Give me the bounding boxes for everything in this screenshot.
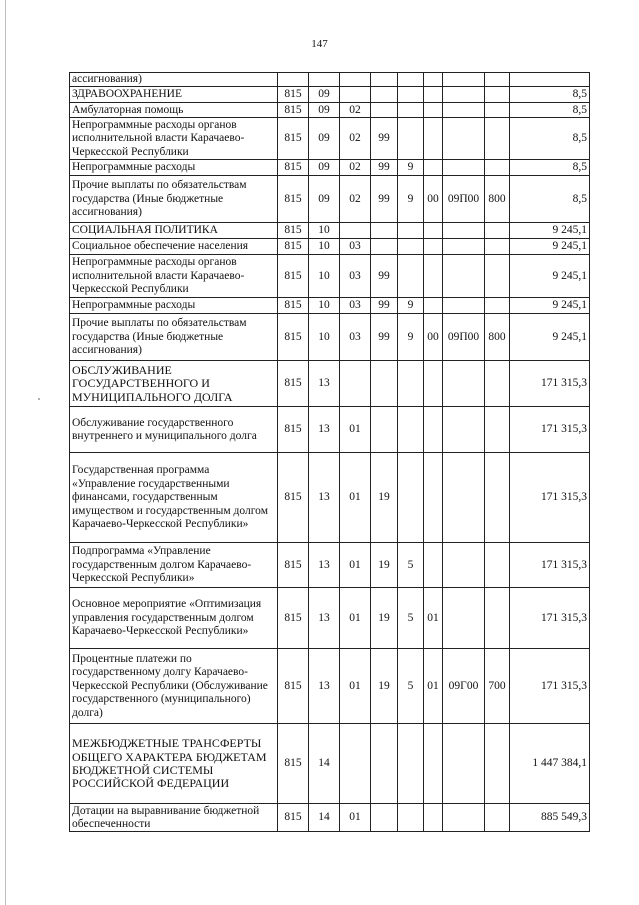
program-code-cell: 99	[371, 298, 398, 314]
program-code-cell	[371, 361, 398, 407]
activity-code-cell	[424, 407, 443, 453]
section-code-cell: 14	[309, 804, 340, 832]
grbs-code-cell	[278, 73, 309, 87]
table-row	[70, 255, 590, 298]
subprogram-code-cell: 5	[398, 588, 424, 649]
activity-code-cell	[424, 543, 443, 588]
amount-cell	[510, 73, 590, 87]
subsection-code-cell: 03	[340, 298, 371, 314]
amount-cell: 9 245,1	[510, 239, 590, 255]
row-name-cell: ОБСЛУЖИВАНИЕ ГОСУДАРСТВЕННОГО И МУНИЦИПАЛЬНОГО ДОЛГА	[70, 361, 278, 407]
program-code-cell	[371, 223, 398, 239]
program-code-cell	[371, 804, 398, 832]
activity-code-cell	[424, 239, 443, 255]
program-code-cell: 99	[371, 160, 398, 176]
section-code-cell: 09	[309, 87, 340, 103]
direction-code-cell	[443, 223, 485, 239]
grbs-code-cell: 815	[278, 543, 309, 588]
subprogram-code-cell	[398, 724, 424, 804]
amount-cell: 8,5	[510, 160, 590, 176]
subprogram-code-cell	[398, 73, 424, 87]
direction-code-cell	[443, 453, 485, 543]
expense-type-code-cell	[485, 453, 510, 543]
amount-cell: 9 245,1	[510, 298, 590, 314]
amount-cell: 171 315,3	[510, 649, 590, 724]
program-code-cell: 99	[371, 314, 398, 361]
section-code-cell: 09	[309, 176, 340, 223]
table-row	[70, 298, 590, 314]
direction-code-cell	[443, 255, 485, 298]
amount-cell: 885 549,3	[510, 804, 590, 832]
direction-code-cell	[443, 804, 485, 832]
expense-type-code-cell	[485, 724, 510, 804]
subsection-code-cell: 03	[340, 314, 371, 361]
amount-cell: 8,5	[510, 87, 590, 103]
direction-code-cell	[443, 543, 485, 588]
expense-type-code-cell	[485, 73, 510, 87]
direction-code-cell	[443, 588, 485, 649]
subsection-code-cell: 03	[340, 255, 371, 298]
subprogram-code-cell: 9	[398, 314, 424, 361]
table-row	[70, 724, 590, 804]
subprogram-code-cell	[398, 87, 424, 103]
row-name-cell: Непрограммные расходы	[70, 160, 278, 176]
section-code-cell: 13	[309, 361, 340, 407]
expense-type-code-cell	[485, 255, 510, 298]
section-code-cell: 09	[309, 118, 340, 160]
amount-cell: 171 315,3	[510, 453, 590, 543]
direction-code-cell: 09Г00	[443, 649, 485, 724]
row-name-cell: СОЦИАЛЬНАЯ ПОЛИТИКА	[70, 223, 278, 239]
table-row	[70, 543, 590, 588]
subprogram-code-cell	[398, 103, 424, 118]
section-code-cell: 13	[309, 407, 340, 453]
program-code-cell	[371, 87, 398, 103]
row-name-cell: МЕЖБЮДЖЕТНЫЕ ТРАНСФЕРТЫ ОБЩЕГО ХАРАКТЕРА БЮДЖЕТАМ БЮДЖЕТНОЙ СИСТЕМЫ РОССИЙСКОЙ ФЕДЕРАЦИИ	[70, 724, 278, 804]
row-name-cell: ЗДРАВООХРАНЕНИЕ	[70, 87, 278, 103]
direction-code-cell	[443, 73, 485, 87]
row-name-cell: Непрограммные расходы	[70, 298, 278, 314]
program-code-cell	[371, 407, 398, 453]
activity-code-cell	[424, 255, 443, 298]
amount-cell: 9 245,1	[510, 255, 590, 298]
subsection-code-cell: 01	[340, 804, 371, 832]
table-row	[70, 118, 590, 160]
row-name-cell: Амбулаторная помощь	[70, 103, 278, 118]
expense-type-code-cell: 800	[485, 176, 510, 223]
row-name-cell: Подпрограмма «Управление государственным долгом Карачаево-Черкесской Республики»	[70, 543, 278, 588]
section-code-cell: 14	[309, 724, 340, 804]
grbs-code-cell: 815	[278, 588, 309, 649]
row-name-cell: Социальное обеспечение населения	[70, 239, 278, 255]
budget-table	[69, 72, 590, 832]
expense-type-code-cell	[485, 223, 510, 239]
grbs-code-cell: 815	[278, 649, 309, 724]
activity-code-cell	[424, 223, 443, 239]
direction-code-cell	[443, 103, 485, 118]
activity-code-cell	[424, 453, 443, 543]
subprogram-code-cell	[398, 118, 424, 160]
grbs-code-cell: 815	[278, 724, 309, 804]
expense-type-code-cell	[485, 543, 510, 588]
subprogram-code-cell	[398, 239, 424, 255]
program-code-cell: 99	[371, 118, 398, 160]
subsection-code-cell: 01	[340, 453, 371, 543]
table-row	[70, 223, 590, 239]
scan-speck	[38, 398, 40, 400]
direction-code-cell	[443, 118, 485, 160]
amount-cell: 9 245,1	[510, 314, 590, 361]
activity-code-cell	[424, 361, 443, 407]
grbs-code-cell: 815	[278, 453, 309, 543]
grbs-code-cell: 815	[278, 255, 309, 298]
amount-cell: 8,5	[510, 118, 590, 160]
direction-code-cell	[443, 239, 485, 255]
direction-code-cell	[443, 298, 485, 314]
subsection-code-cell: 01	[340, 649, 371, 724]
program-code-cell: 19	[371, 453, 398, 543]
activity-code-cell	[424, 118, 443, 160]
section-code-cell: 13	[309, 453, 340, 543]
section-code-cell: 10	[309, 223, 340, 239]
amount-cell: 8,5	[510, 176, 590, 223]
grbs-code-cell: 815	[278, 298, 309, 314]
row-name-cell: Государственная программа «Управление государственными финансами, государственным имуществом и государственным долгом Карачаево-Черкесской Республики»	[70, 453, 278, 543]
activity-code-cell	[424, 103, 443, 118]
subprogram-code-cell	[398, 407, 424, 453]
section-code-cell: 10	[309, 255, 340, 298]
activity-code-cell	[424, 160, 443, 176]
row-name-cell: Непрограммные расходы органов исполнительной власти Карачаево-Черкесской Республики	[70, 255, 278, 298]
amount-cell: 171 315,3	[510, 361, 590, 407]
program-code-cell: 19	[371, 543, 398, 588]
section-code-cell: 09	[309, 160, 340, 176]
activity-code-cell	[424, 298, 443, 314]
expense-type-code-cell	[485, 361, 510, 407]
subprogram-code-cell: 9	[398, 176, 424, 223]
amount-cell: 171 315,3	[510, 407, 590, 453]
activity-code-cell: 00	[424, 314, 443, 361]
row-name-cell: Прочие выплаты по обязательствам государства (Иные бюджетные ассигнования)	[70, 176, 278, 223]
subsection-code-cell	[340, 724, 371, 804]
table-row	[70, 176, 590, 223]
expense-type-code-cell	[485, 804, 510, 832]
section-code-cell: 09	[309, 103, 340, 118]
table-row	[70, 649, 590, 724]
expense-type-code-cell	[485, 407, 510, 453]
expense-type-code-cell	[485, 160, 510, 176]
subsection-code-cell: 01	[340, 407, 371, 453]
direction-code-cell: 09П00	[443, 176, 485, 223]
expense-type-code-cell	[485, 118, 510, 160]
table-row	[70, 160, 590, 176]
row-name-cell: Обслуживание государственного внутреннего и муниципального долга	[70, 407, 278, 453]
table-row	[70, 588, 590, 649]
program-code-cell: 99	[371, 176, 398, 223]
program-code-cell: 99	[371, 255, 398, 298]
expense-type-code-cell	[485, 298, 510, 314]
direction-code-cell: 09П00	[443, 314, 485, 361]
subprogram-code-cell: 5	[398, 543, 424, 588]
grbs-code-cell: 815	[278, 223, 309, 239]
subsection-code-cell: 01	[340, 588, 371, 649]
amount-cell: 9 245,1	[510, 223, 590, 239]
grbs-code-cell: 815	[278, 407, 309, 453]
subsection-code-cell: 02	[340, 176, 371, 223]
program-code-cell	[371, 239, 398, 255]
subsection-code-cell: 01	[340, 543, 371, 588]
row-name-cell: Дотации на выравнивание бюджетной обеспеченности	[70, 804, 278, 832]
subsection-code-cell: 02	[340, 160, 371, 176]
scan-margin-line	[5, 0, 6, 905]
grbs-code-cell: 815	[278, 314, 309, 361]
page-number: 147	[311, 38, 328, 50]
expense-type-code-cell	[485, 239, 510, 255]
activity-code-cell: 01	[424, 588, 443, 649]
program-code-cell: 19	[371, 588, 398, 649]
amount-cell: 8,5	[510, 103, 590, 118]
table-row	[70, 453, 590, 543]
direction-code-cell	[443, 724, 485, 804]
subsection-code-cell	[340, 361, 371, 407]
direction-code-cell	[443, 361, 485, 407]
subprogram-code-cell	[398, 804, 424, 832]
program-code-cell: 19	[371, 649, 398, 724]
subprogram-code-cell: 9	[398, 298, 424, 314]
expense-type-code-cell	[485, 588, 510, 649]
program-code-cell	[371, 73, 398, 87]
table-row	[70, 314, 590, 361]
section-code-cell: 13	[309, 649, 340, 724]
section-code-cell: 10	[309, 239, 340, 255]
expense-type-code-cell	[485, 103, 510, 118]
row-name-cell: Прочие выплаты по обязательствам государства (Иные бюджетные ассигнования)	[70, 314, 278, 361]
grbs-code-cell: 815	[278, 176, 309, 223]
section-code-cell	[309, 73, 340, 87]
subprogram-code-cell	[398, 453, 424, 543]
table-row	[70, 87, 590, 103]
subsection-code-cell	[340, 87, 371, 103]
subprogram-code-cell	[398, 223, 424, 239]
program-code-cell	[371, 103, 398, 118]
grbs-code-cell: 815	[278, 103, 309, 118]
direction-code-cell	[443, 87, 485, 103]
expense-type-code-cell	[485, 87, 510, 103]
amount-cell: 171 315,3	[510, 588, 590, 649]
activity-code-cell: 00	[424, 176, 443, 223]
amount-cell: 171 315,3	[510, 543, 590, 588]
subsection-code-cell	[340, 223, 371, 239]
activity-code-cell	[424, 73, 443, 87]
activity-code-cell	[424, 804, 443, 832]
grbs-code-cell: 815	[278, 118, 309, 160]
grbs-code-cell: 815	[278, 160, 309, 176]
table-row	[70, 103, 590, 118]
section-code-cell: 13	[309, 543, 340, 588]
amount-cell: 1 447 384,1	[510, 724, 590, 804]
table-row	[70, 73, 590, 87]
direction-code-cell	[443, 407, 485, 453]
table-row	[70, 361, 590, 407]
subsection-code-cell: 03	[340, 239, 371, 255]
expense-type-code-cell: 700	[485, 649, 510, 724]
grbs-code-cell: 815	[278, 87, 309, 103]
grbs-code-cell: 815	[278, 361, 309, 407]
subsection-code-cell	[340, 73, 371, 87]
expense-type-code-cell: 800	[485, 314, 510, 361]
row-name-cell: Непрограммные расходы органов исполнительной власти Карачаево-Черкесской Республики	[70, 118, 278, 160]
program-code-cell	[371, 724, 398, 804]
subsection-code-cell: 02	[340, 118, 371, 160]
activity-code-cell	[424, 87, 443, 103]
activity-code-cell: 01	[424, 649, 443, 724]
subsection-code-cell: 02	[340, 103, 371, 118]
section-code-cell: 10	[309, 314, 340, 361]
subprogram-code-cell: 9	[398, 160, 424, 176]
activity-code-cell	[424, 724, 443, 804]
table-row	[70, 407, 590, 453]
row-name-cell: ассигнования)	[70, 73, 278, 87]
row-name-cell: Процентные платежи по государственному долгу Карачаево-Черкесской Республики (Обслуживание государственного (муниципального) долга)	[70, 649, 278, 724]
table-row	[70, 804, 590, 832]
subprogram-code-cell	[398, 255, 424, 298]
direction-code-cell	[443, 160, 485, 176]
table-row	[70, 239, 590, 255]
section-code-cell: 10	[309, 298, 340, 314]
row-name-cell: Основное мероприятие «Оптимизация управления государственным долгом Карачаево-Черкесской Республики»	[70, 588, 278, 649]
section-code-cell: 13	[309, 588, 340, 649]
grbs-code-cell: 815	[278, 239, 309, 255]
grbs-code-cell: 815	[278, 804, 309, 832]
subprogram-code-cell	[398, 361, 424, 407]
subprogram-code-cell: 5	[398, 649, 424, 724]
